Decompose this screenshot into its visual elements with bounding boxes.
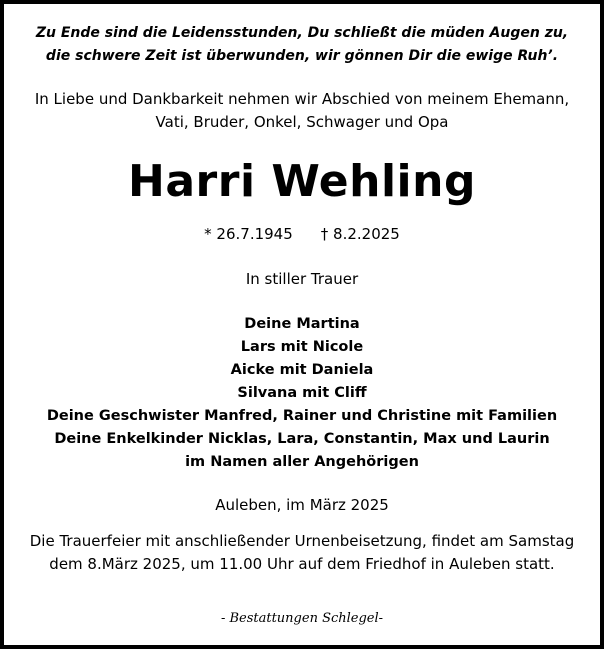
mourner-line: Deine Martina [244,316,360,332]
notice-line-1: Die Trauerfeier mit anschließender Urnenbeisetzung, findet am Samstag [29,532,575,550]
mourner-line: Lars mit Nicole [240,339,364,355]
mourning-text: In stiller Trauer [245,270,359,288]
mourner-line: Aicke mit Daniela [230,362,374,378]
place-and-date: Auleben, im März 2025 [215,496,389,514]
notice-line-2: dem 8.März 2025, um 11.00 Uhr auf dem Friedhof in Auleben statt. [49,555,555,573]
verse-line-2: die schwere Zeit ist überwunden, wir gönnen Dir die ewige Ruh’. [45,48,559,64]
memorial-verse [0,22,604,68]
intro-line-1: In Liebe und Dankbarkeit nehmen wir Abschied von meinem Ehemann, [34,90,570,108]
death-date: † 8.2.2025 [320,225,400,243]
life-dates [0,222,604,246]
mourner-line: Deine Geschwister Manfred, Rainer und Christine mit Familien [46,408,558,424]
mourners-list [0,313,604,474]
verse-line-1: Zu Ende sind die Leidensstunden, Du schließt die müden Augen zu, [35,25,569,41]
mourner-line: Deine Enkelkinder Nicklas, Lara, Constantin, Max und Laurin [54,431,550,447]
mourner-line: im Namen aller Angehörigen [185,454,419,470]
mourner-line: Silvana mit Cliff [237,385,367,401]
deceased-name: Harri Wehling [128,156,476,207]
undertaker-credit: - Bestattungen Schlegel- [220,611,384,626]
farewell-intro [0,88,604,134]
funeral-notice [0,530,604,576]
intro-line-2: Vati, Bruder, Onkel, Schwager und Opa [155,113,449,131]
birth-date: * 26.7.1945 [204,225,293,243]
